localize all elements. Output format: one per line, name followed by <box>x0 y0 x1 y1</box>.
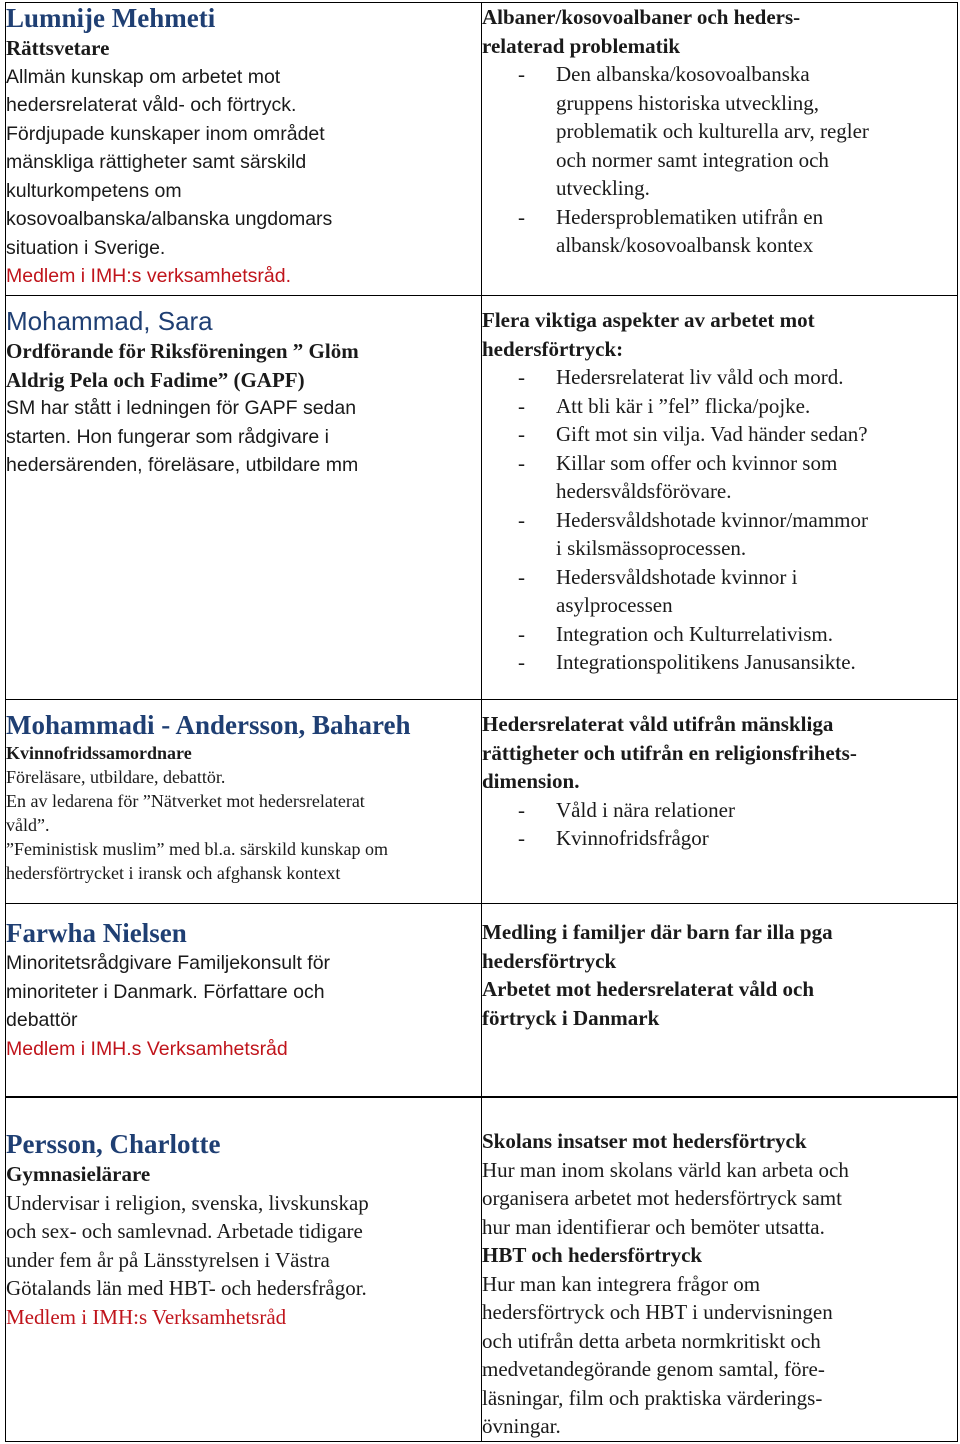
membership-note: Medlem i IMH.s Verksamhetsråd <box>6 1037 288 1060</box>
presenters-table <box>5 2 958 1098</box>
topic-heading: Skolans insatser mot hedersförtryck <box>482 1129 807 1153</box>
presenters-table-2 <box>5 1096 958 1442</box>
topic-cell-school <box>482 1097 958 1442</box>
presenter-role: Kvinnofridssamordnare <box>6 743 192 763</box>
presenter-description: Föreläsare, utbildare, debattör. En av ledarena för ”Nätverket mot hedersrelaterat våld”. ”Feministisk muslim” med bl.a. särskild kunskap om hedersförtrycket i iransk och afghansk kontext <box>6 767 388 883</box>
topic-list <box>482 60 957 260</box>
presenter-cell-mehmeti <box>6 3 482 296</box>
topic-cell-human-rights <box>482 700 958 904</box>
presenter-name: Mohammadi - Andersson, Bahareh <box>6 710 411 740</box>
list-item: - Kvinnofridsfrågor <box>518 824 957 853</box>
presenter-name: Lumnije Mehmeti <box>6 3 216 33</box>
presenter-description: SM har stått i ledningen för GAPF sedan starten. Hon fungerar som rådgivare i hedersärenden, föreläsare, utbildare mm <box>6 397 359 476</box>
table-row <box>6 700 958 904</box>
list-item: - Killar som offer och kvinnor som hedersvåldsförövare. <box>518 449 957 506</box>
topic-heading: Medling i familjer där barn far illa pga hedersförtryck Arbetet mot hedersrelaterat våld och förtryck i Danmark <box>482 920 833 1030</box>
list-item: - Den albanska/kosovoalbanska gruppens historiska utveckling, problematik och kulturella arv, regler och normer samt integration och utveckling. <box>518 60 957 203</box>
topic-heading: Albaner/kosovoalbaner och heders- relaterad problematik <box>482 5 801 58</box>
table-row <box>6 904 958 1098</box>
presenter-cell-nielsen <box>6 904 482 1098</box>
list-item: - Hedersvåldshotade kvinnor/mammor i skilsmässoprocessen. <box>518 506 957 563</box>
topic-description: Hur man inom skolans värld kan arbeta och organisera arbetet mot hedersförtryck samt hur man identifierar och bemöter utsatta. <box>482 1157 849 1239</box>
table-row <box>6 296 958 700</box>
table-row <box>6 1097 958 1442</box>
presenter-role: Ordförande för Riksföreningen ” Glöm Aldrig Pela och Fadime” (GAPF) <box>6 339 359 392</box>
list-item: - Hedersrelaterat liv våld och mord. <box>518 363 957 392</box>
list-item: - Hedersvåldshotade kvinnor i asylprocessen <box>518 563 957 620</box>
presenter-name: Mohammad, Sara <box>6 306 213 336</box>
presenter-description: Undervisar i religion, svenska, livskunskap och sex- och samlevnad. Arbetade tidigare under fem år på Länsstyrelsen i Västra Götalands län med HBT- och hedersfrågor. <box>6 1190 369 1300</box>
topic-description: Hur man kan integrera frågor om hedersförtryck och HBT i undervisningen och utifrån detta arbeta normkritiskt och medvetandegörande genom samtal, före- läsningar, film och praktiska värderings- övningar. <box>482 1271 833 1438</box>
topic-list <box>482 363 957 677</box>
presenter-cell-persson <box>6 1097 482 1442</box>
presenter-role: Rättsvetare <box>6 36 110 60</box>
membership-note: Medlem i IMH:s Verksamhetsråd <box>6 1304 287 1329</box>
topic-heading: HBT och hedersförtryck <box>482 1243 703 1267</box>
presenter-role: Gymnasielärare <box>6 1162 151 1186</box>
topic-list <box>482 796 957 853</box>
presenter-cell-mohammad <box>6 296 482 700</box>
presenter-description: Minoritetsrådgivare Familjekonsult för minoriteter i Danmark. Författare och debattör <box>6 952 331 1031</box>
topic-heading: Flera viktiga aspekter av arbetet mot hedersförtryck: <box>482 308 815 361</box>
presenter-description: Allmän kunskap om arbetet mot hedersrelaterat våld- och förtryck. Fördjupade kunskaper inom området mänskliga rättigheter samt särskild kulturkompetens om kosovoalbanska/albanska ungdomars situation i Sverige. <box>6 65 333 259</box>
list-item: - Integration och Kulturrelativism. <box>518 620 957 649</box>
presenter-name: Persson, Charlotte <box>6 1129 221 1159</box>
presenter-cell-mohammadi-andersson <box>6 700 482 904</box>
list-item: - Våld i nära relationer <box>518 796 957 825</box>
topic-cell-albanian <box>482 3 958 296</box>
list-item: - Gift mot sin vilja. Vad händer sedan? <box>518 420 957 449</box>
topic-cell-aspects <box>482 296 958 700</box>
topic-heading: Hedersrelaterat våld utifrån mänskliga rättigheter och utifrån en religionsfrihets- dimension. <box>482 712 857 793</box>
topic-cell-denmark <box>482 904 958 1098</box>
list-item: - Integrationspolitikens Janusansikte. <box>518 648 957 677</box>
table-row <box>6 3 958 296</box>
list-item: - Hedersproblematiken utifrån en albansk/kosovoalbansk kontex <box>518 203 957 260</box>
membership-note: Medlem i IMH:s verksamhetsråd. <box>6 265 291 287</box>
list-item: - Att bli kär i ”fel” flicka/pojke. <box>518 392 957 421</box>
presenter-name: Farwha Nielsen <box>6 918 187 948</box>
